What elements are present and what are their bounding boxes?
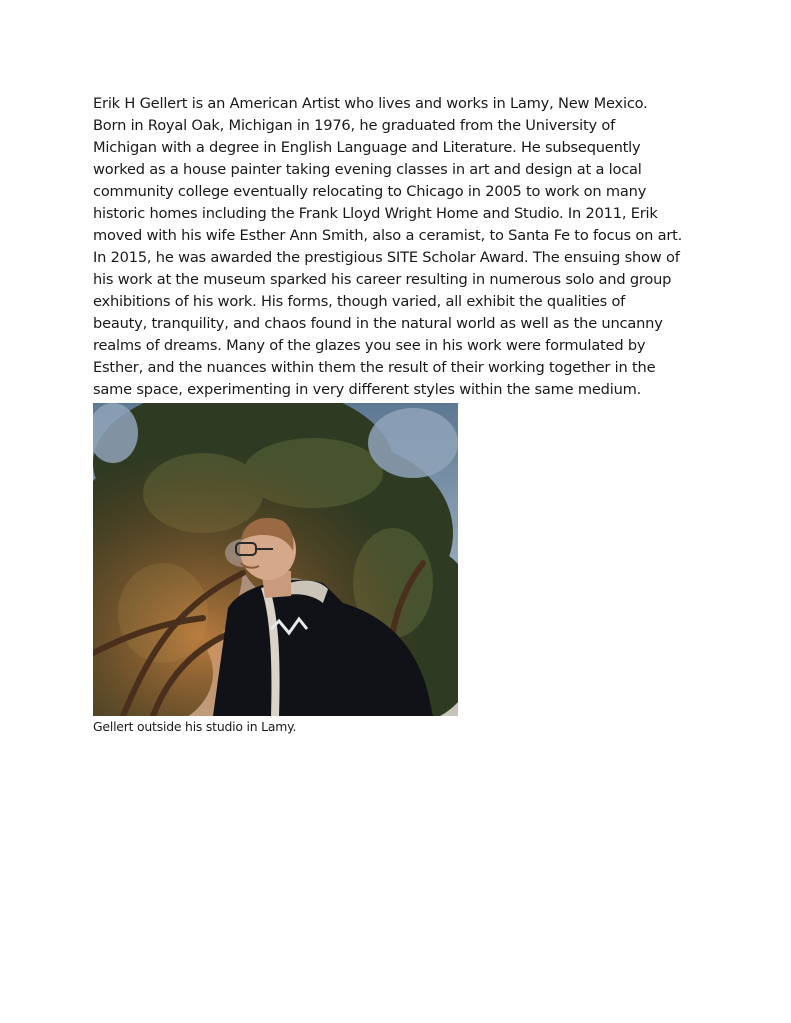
artist-photo-illustration — [93, 403, 458, 716]
bio-line: Born in Royal Oak, Michigan in 1976, he graduated from the University of — [93, 117, 616, 134]
bio-line: Esther, and the nuances within them the result of their working together in the — [93, 359, 656, 376]
bio-line: Erik H Gellert is an American Artist who lives and works in Lamy, New Mexico. — [93, 95, 648, 112]
artist-photo — [93, 403, 458, 716]
bio-line: realms of dreams. Many of the glazes you see in his work were formulated by — [93, 337, 646, 354]
bio-line: moved with his wife Esther Ann Smith, also a ceramist, to Santa Fe to focus on art. — [93, 227, 683, 244]
bio-line: In 2015, he was awarded the prestigious SITE Scholar Award. The ensuing show of — [93, 249, 680, 266]
artist-bio-paragraph — [93, 93, 705, 401]
bio-line: Michigan with a degree in English Language and Literature. He subsequently — [93, 139, 641, 156]
bio-line: beauty, tranquility, and chaos found in the natural world as well as the uncanny — [93, 315, 663, 332]
bio-line: exhibitions of his work. His forms, though varied, all exhibit the qualities of — [93, 293, 626, 310]
bio-line: community college eventually relocating to Chicago in 2005 to work on many — [93, 183, 647, 200]
photo-caption: Gellert outside his studio in Lamy. — [93, 719, 297, 734]
bio-line: worked as a house painter taking evening classes in art and design at a local — [93, 161, 642, 178]
bio-line: same space, experimenting in very different styles within the same medium. — [93, 381, 642, 398]
bio-line: historic homes including the Frank Lloyd Wright Home and Studio. In 2011, Erik — [93, 205, 658, 222]
bio-line: his work at the museum sparked his career resulting in numerous solo and group — [93, 271, 672, 288]
